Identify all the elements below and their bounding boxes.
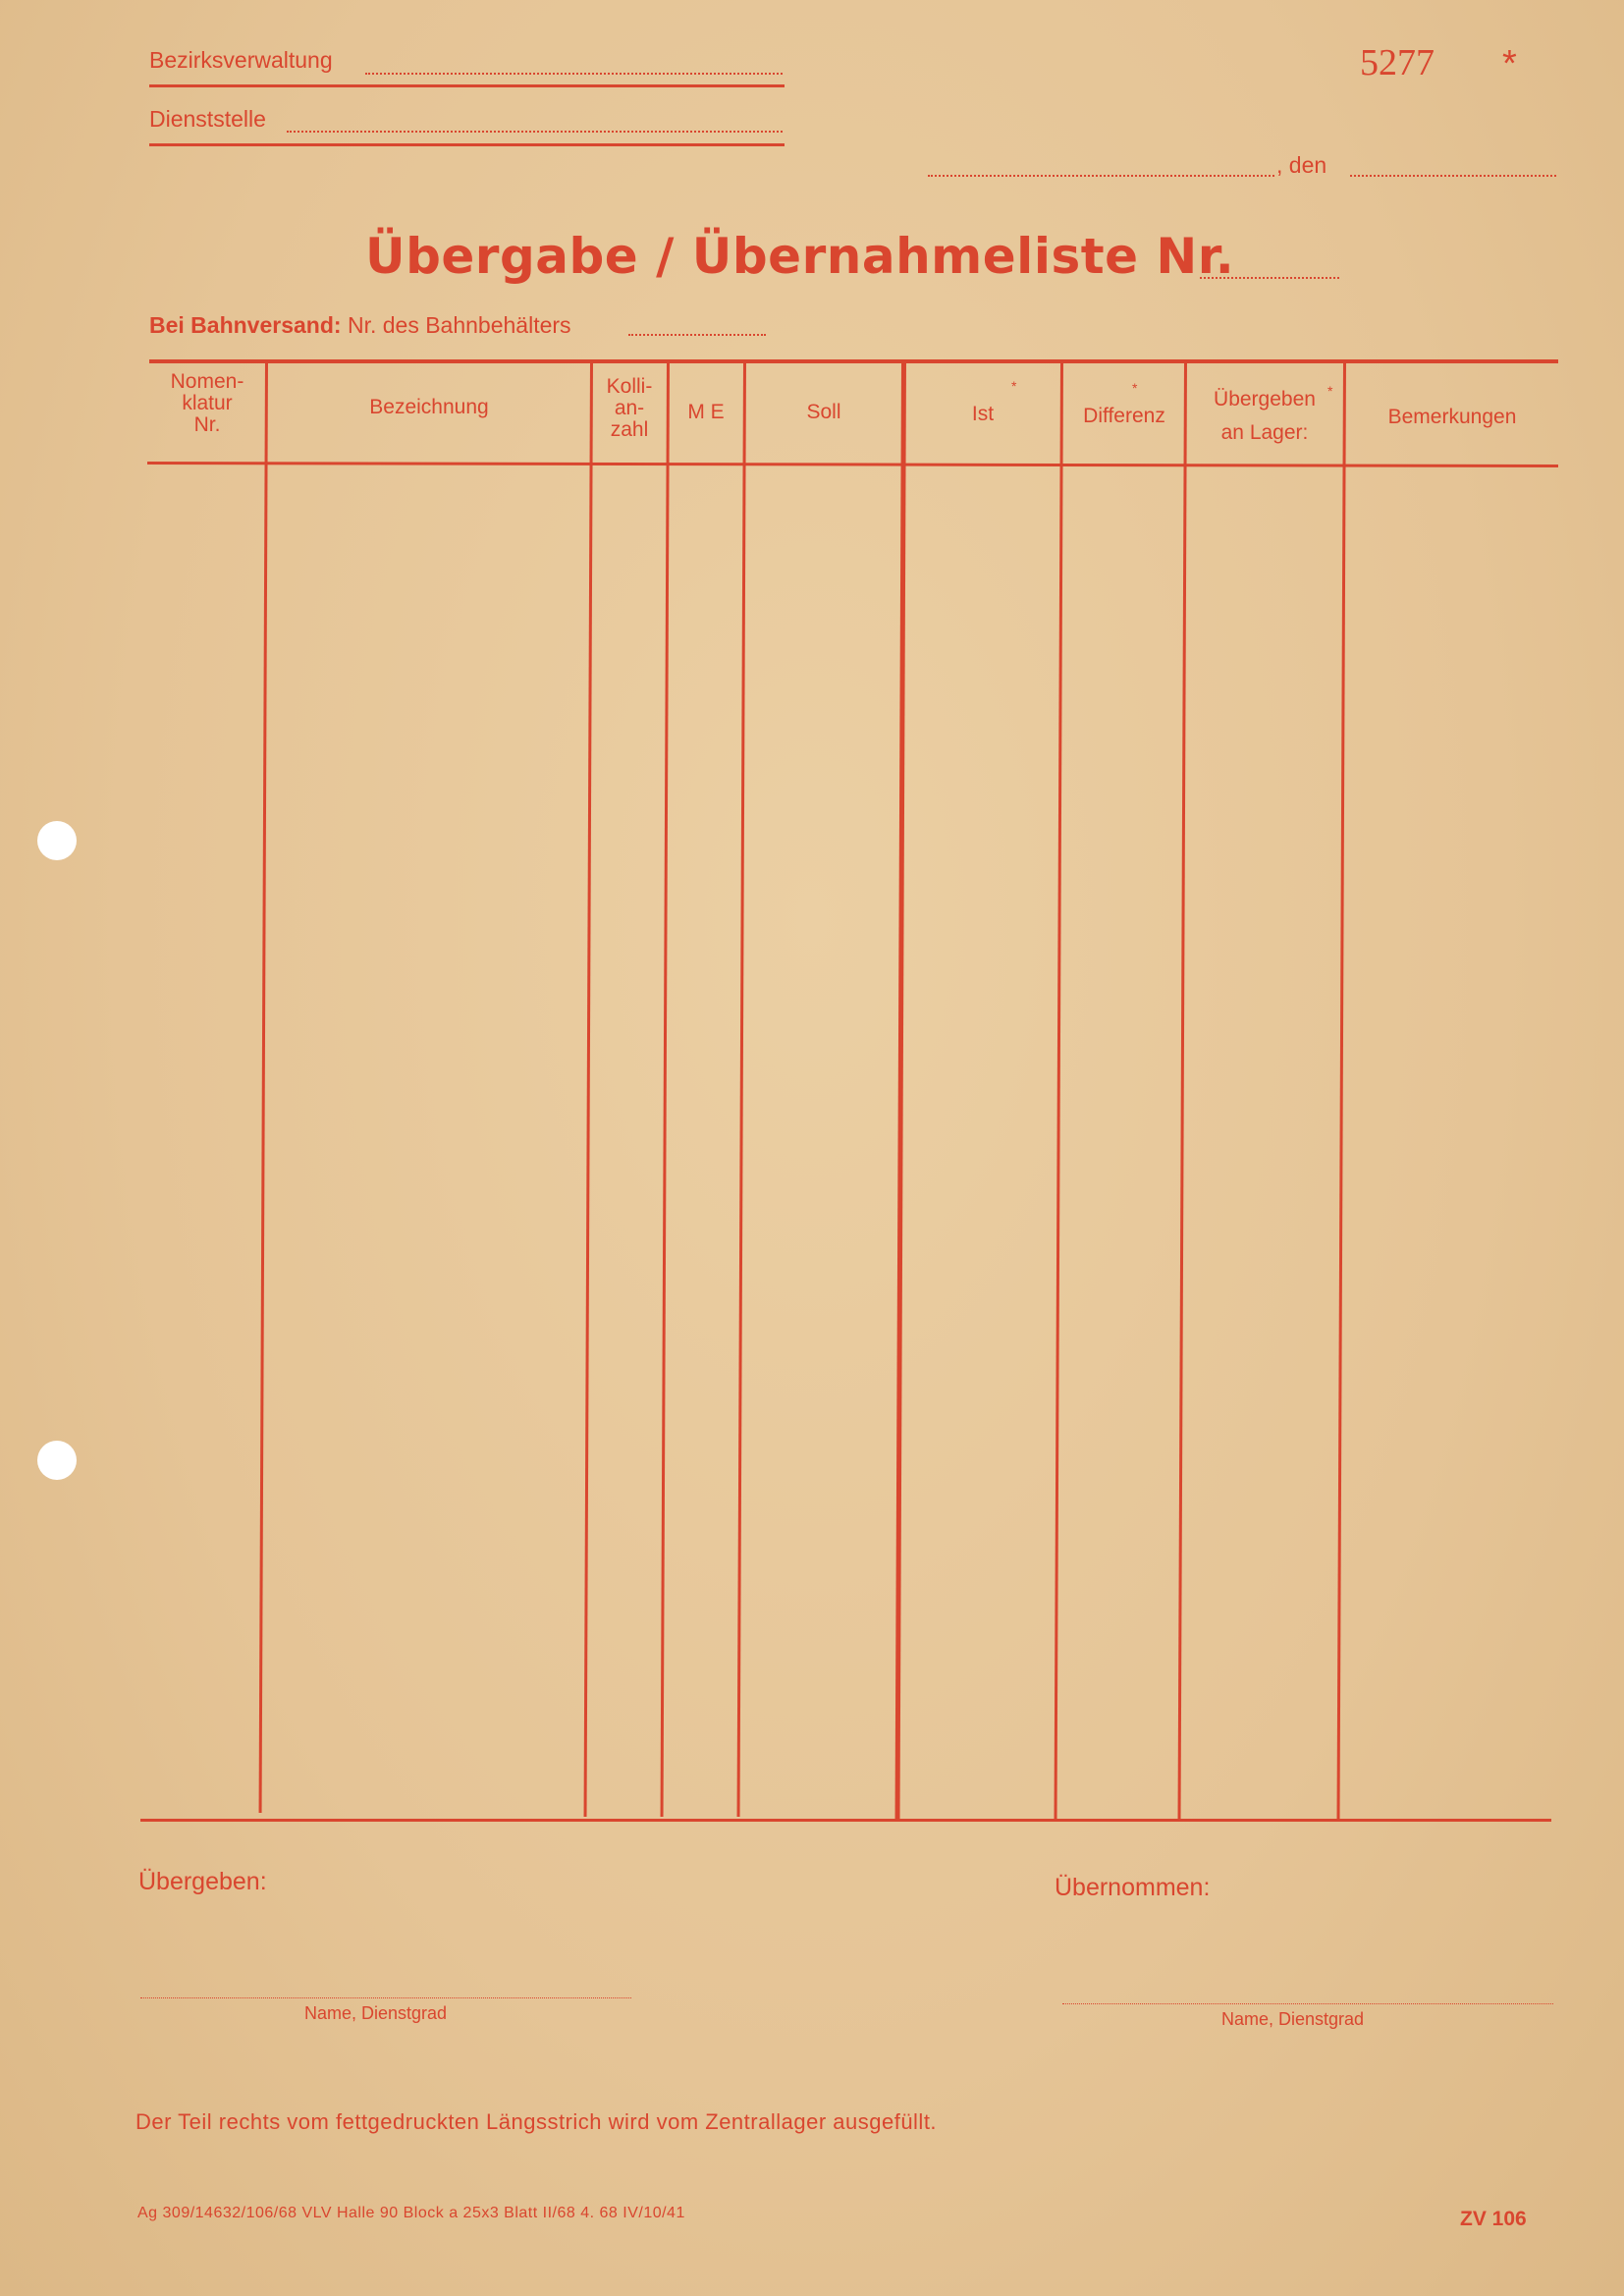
form-code: ZV 106 — [1460, 2208, 1527, 2230]
col-divider — [1178, 361, 1187, 1819]
col-header-kolli: Kolli- an- zahl — [606, 375, 653, 441]
col-divider — [1337, 361, 1346, 1819]
uebergeben-caption: Name, Dienstgrad — [304, 2003, 448, 2023]
dienststelle-label: Dienststelle — [149, 106, 266, 132]
form-title: Übergabe / Übernahmeliste Nr. — [365, 228, 1235, 285]
print-imprint: Ag 309/14632/106/68 VLV Halle 90 Block a 25x3 Blatt II/68 4. 68 IV/10/41 — [137, 2205, 685, 2221]
col-header-me: M E — [687, 401, 725, 423]
col-header-bemerkungen: Bemerkungen — [1387, 406, 1517, 428]
bahn-label: Nr. des Bahnbehälters — [347, 312, 571, 338]
col-divider — [661, 361, 670, 1817]
bezirk-field[interactable] — [365, 73, 783, 75]
col-divider — [737, 361, 746, 1817]
col-divider — [259, 361, 268, 1813]
dienststelle-rule — [149, 143, 785, 146]
uebergeben-asterisk: * — [1327, 383, 1333, 399]
serial-mark: * — [1502, 43, 1517, 84]
col-header-bezeichnung: Bezeichnung — [369, 396, 489, 418]
bahn-field[interactable] — [628, 334, 766, 336]
bezirk-label: Bezirksverwaltung — [149, 47, 333, 73]
date-label: , den — [1276, 152, 1327, 178]
serial-number: 5277 — [1360, 42, 1435, 83]
col-header-differenz: Differenz — [1083, 405, 1165, 427]
punch-hole — [37, 821, 77, 860]
col-header-ist: Ist — [971, 403, 995, 425]
table-top-rule — [149, 359, 1558, 363]
place-field[interactable] — [928, 175, 1274, 177]
col-divider-bold — [895, 361, 906, 1819]
table-bottom-rule — [140, 1819, 1551, 1822]
col-header-nomenklatur: Nomen- klatur Nr. — [170, 370, 244, 436]
differenz-asterisk: * — [1132, 380, 1138, 396]
bahn-bold-label: Bei Bahnversand: — [149, 312, 342, 338]
list-number-field[interactable] — [1200, 277, 1339, 279]
uebernommen-label: Übernommen: — [1055, 1874, 1211, 1901]
ist-asterisk: * — [1011, 378, 1017, 394]
uebergeben-label: Übergeben: — [138, 1868, 267, 1895]
col-divider — [1055, 361, 1063, 1819]
uebernommen-caption: Name, Dienstgrad — [1221, 2009, 1365, 2029]
bezirk-rule — [149, 84, 785, 87]
table-header-rule — [147, 462, 1558, 467]
date-field[interactable] — [1350, 175, 1556, 177]
bahn-line — [149, 312, 571, 339]
dienststelle-field[interactable] — [287, 131, 783, 133]
uebergeben-signature-line[interactable] — [140, 1997, 631, 1998]
col-header-uebergeben: Übergeben an Lager: — [1214, 388, 1316, 444]
footnote: Der Teil rechts vom fettgedruckten Längsstrich wird vom Zentrallager ausgefüllt. — [135, 2109, 938, 2134]
col-header-soll: Soll — [806, 401, 841, 423]
uebernommen-signature-line[interactable] — [1062, 2003, 1553, 2004]
punch-hole — [37, 1441, 77, 1480]
col-divider — [584, 361, 593, 1817]
